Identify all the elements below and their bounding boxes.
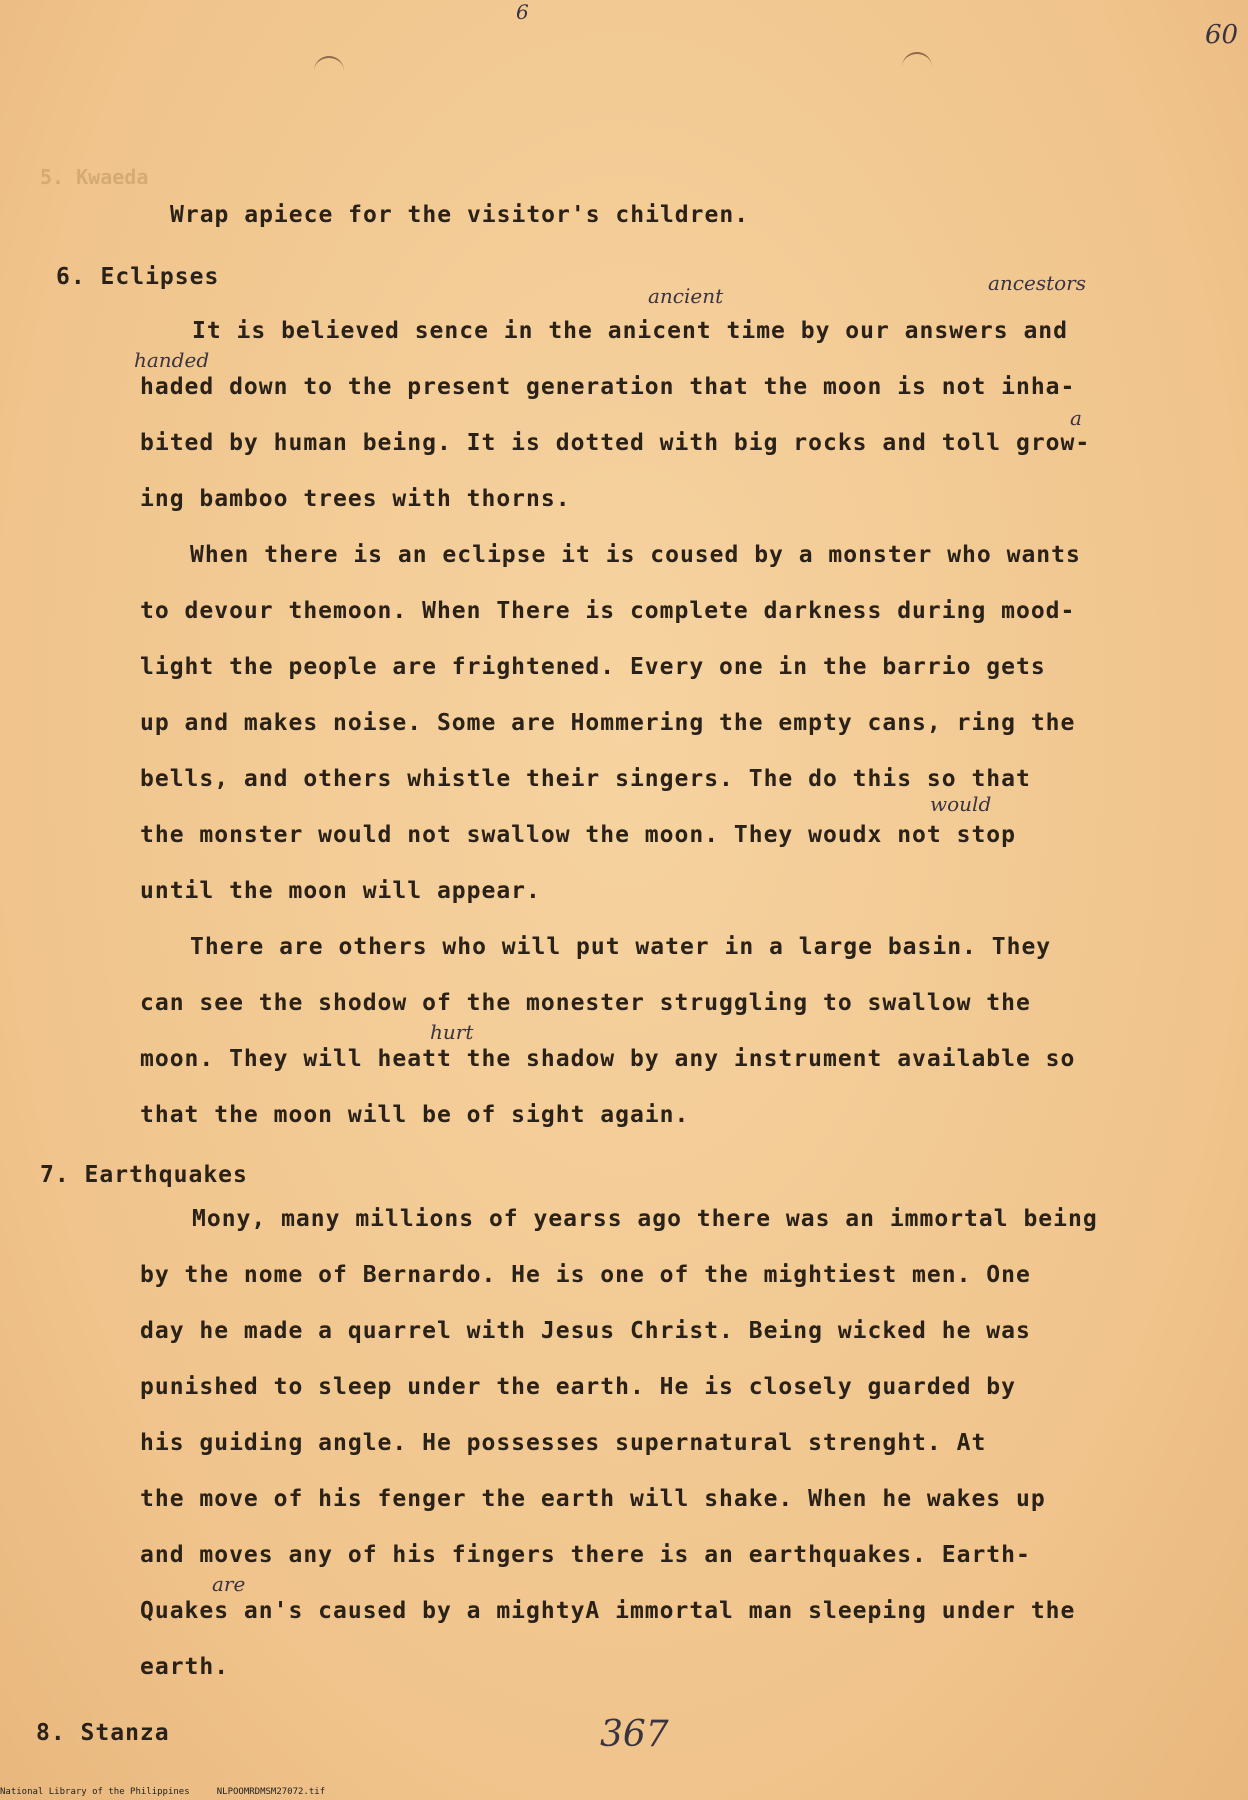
text-line: the move of his fenger the earth will shake. When he wakes up — [140, 1486, 1046, 1512]
section-heading-eclipses: 6. Eclipses — [56, 264, 220, 290]
text-line: the monster would not swallow the moon. They woudx not stop — [140, 822, 1016, 848]
handwritten-correction: are — [212, 1572, 246, 1596]
text-line: haded down to the present generation that the moon is not inha- — [140, 374, 1076, 400]
text-line: Mony, many millions of yearss ago there was an immortal being — [192, 1206, 1098, 1232]
top-mark: 6 — [516, 0, 529, 24]
punch-hole-right — [902, 52, 932, 70]
handwritten-correction: handed — [134, 348, 210, 372]
handwritten-correction: ancestors — [988, 271, 1087, 295]
section-heading-earthquakes: 7. Earthquakes — [40, 1162, 248, 1188]
footer-caption: National Library of the Philippines NLPOOMRDMSM27072.tif — [0, 1787, 326, 1797]
section-heading-stanza: 8. Stanza — [36, 1720, 170, 1746]
handwritten-correction: would — [930, 792, 992, 816]
text-line: up and makes noise. Some are Hommering the empty cans, ring the — [140, 710, 1076, 736]
punch-hole-left — [314, 56, 344, 74]
text-line: and moves any of his fingers there is an earthquakes. Earth- — [140, 1542, 1031, 1568]
text-line: ing bamboo trees with thorns. — [140, 486, 571, 512]
corner-number: 60 — [1205, 20, 1239, 50]
text-line: that the moon will be of sight again. — [140, 1102, 690, 1128]
text-line: to devour themoon. When There is complete darkness during mood- — [140, 598, 1076, 624]
text-line: his guiding angle. He possesses supernatural strenght. At — [140, 1430, 987, 1456]
handwritten-correction: hurt — [430, 1020, 474, 1044]
text-line: punished to sleep under the earth. He is closely guarded by — [140, 1374, 1016, 1400]
text-line: Quakes an's caused by a mightyA immortal man sleeping under the — [140, 1598, 1076, 1624]
text-line: light the people are frightened. Every one in the barrio gets — [140, 654, 1046, 680]
text-line: earth. — [140, 1654, 230, 1680]
handwritten-correction: a — [1070, 406, 1082, 430]
text-line: It is believed sence in the anicent time by our answers and — [192, 318, 1068, 344]
text-line: moon. They will heatt the shadow by any instrument available so — [140, 1046, 1076, 1072]
bleed-through-text: 5. Kwaeda — [40, 165, 149, 189]
handwritten-correction: ancient — [648, 284, 724, 308]
text-line: by the nome of Bernardo. He is one of the mightiest men. One — [140, 1262, 1031, 1288]
text-line: can see the shodow of the monester struggling to swallow the — [140, 990, 1031, 1016]
text-line: until the moon will appear. — [140, 878, 541, 904]
text-line: Wrap apiece for the visitor's children. — [170, 202, 750, 228]
text-line: When there is an eclipse it is coused by a monster who wants — [190, 542, 1081, 568]
page-number: 367 — [600, 1714, 669, 1755]
text-line: bited by human being. It is dotted with big rocks and toll grow- — [140, 430, 1091, 456]
text-line: There are others who will put water in a large basin. They — [190, 934, 1052, 960]
text-line: bells, and others whistle their singers. The do this so that — [140, 766, 1031, 792]
text-line: day he made a quarrel with Jesus Christ. Being wicked he was — [140, 1318, 1031, 1344]
